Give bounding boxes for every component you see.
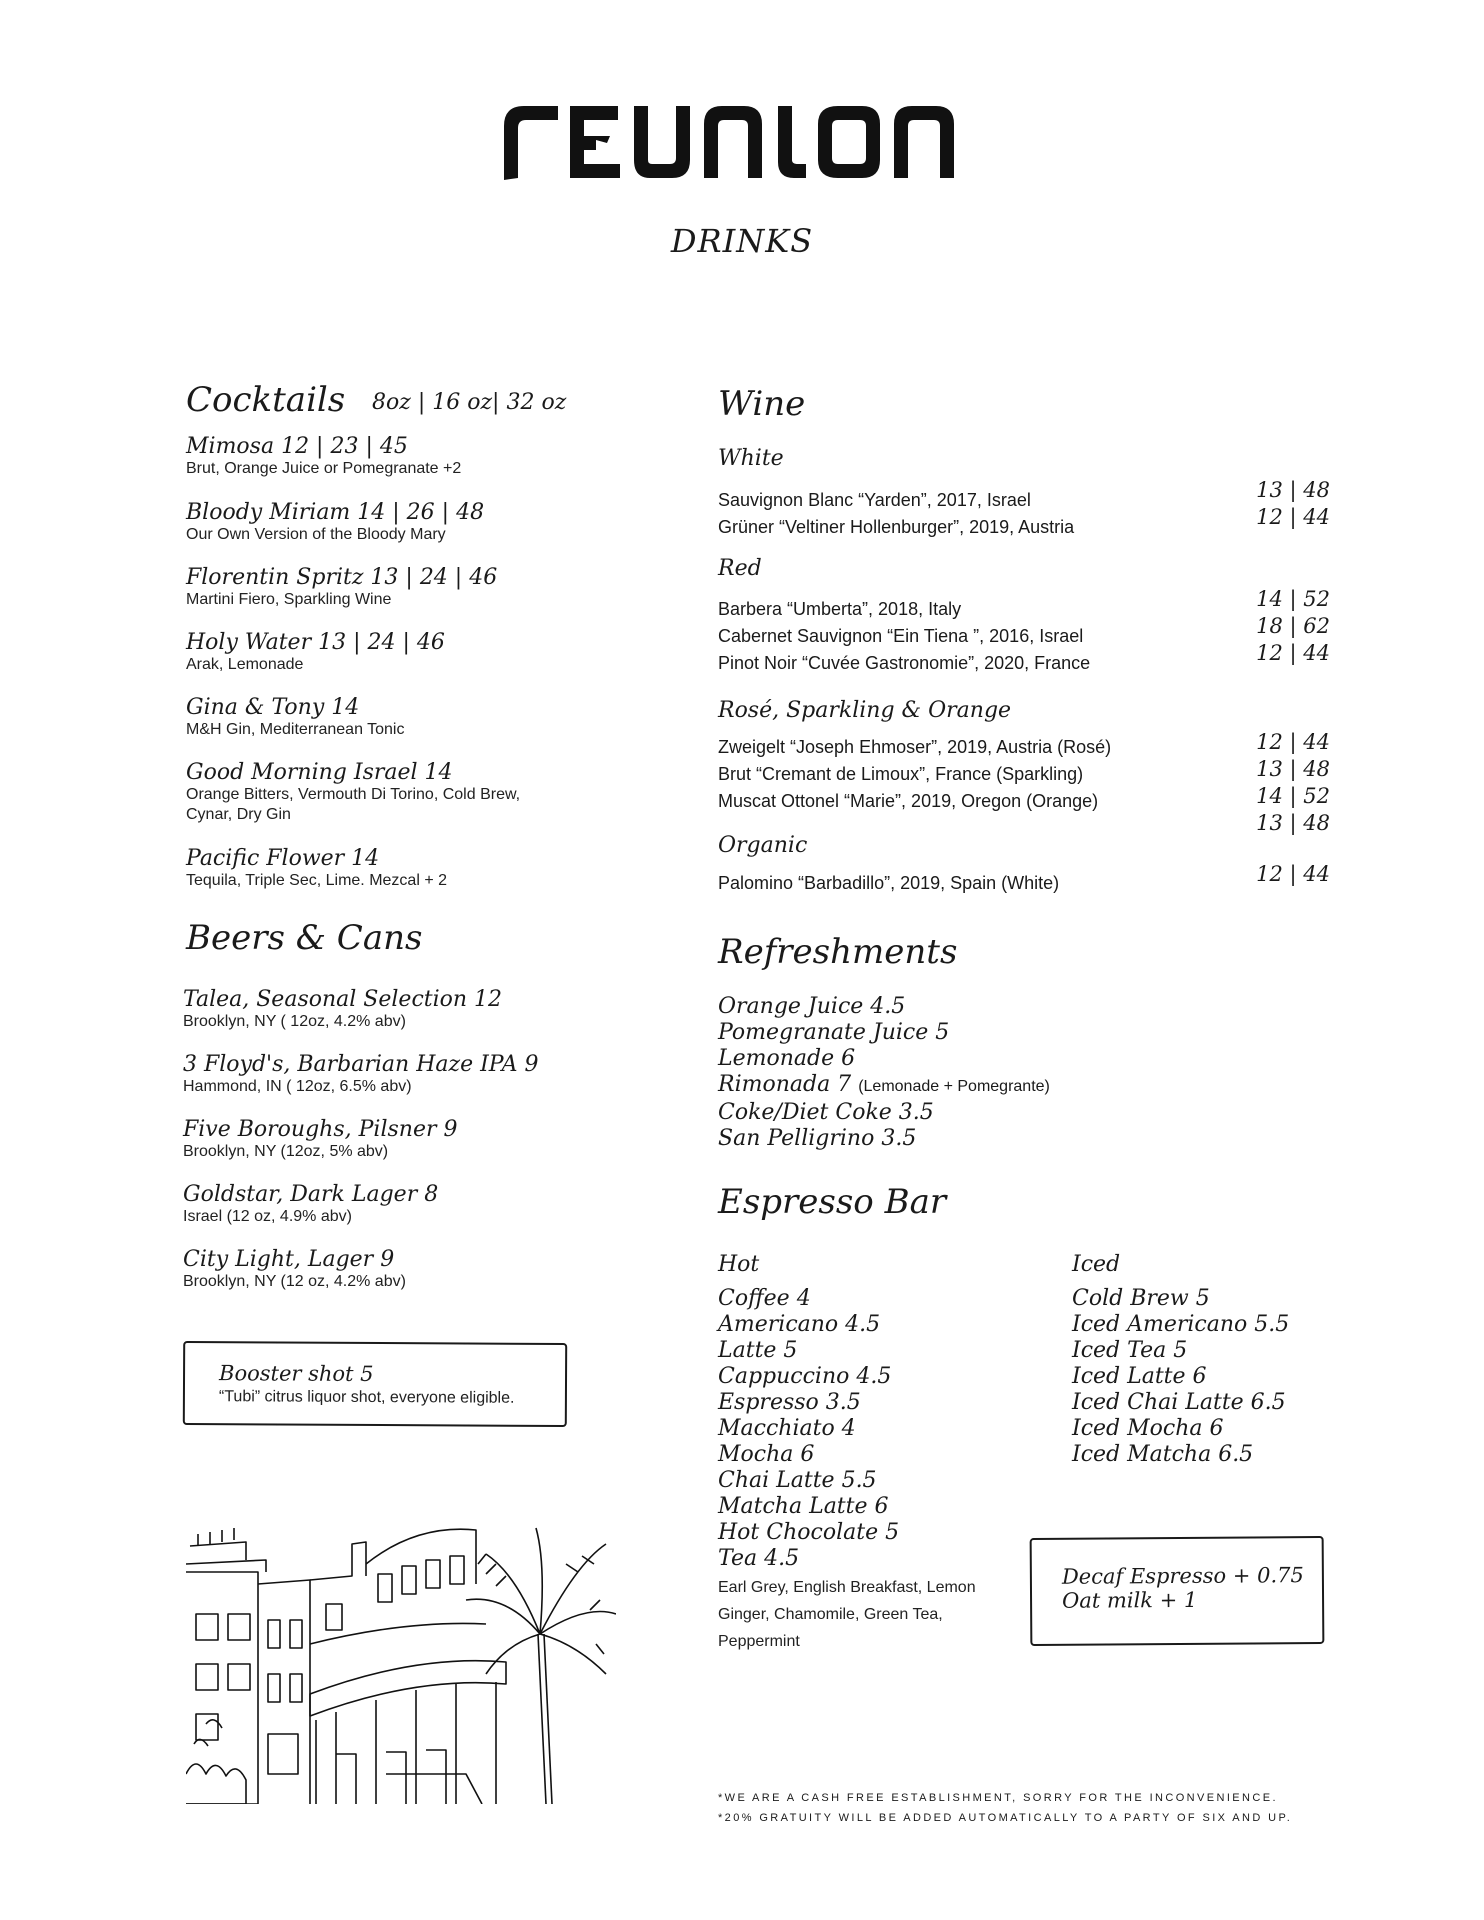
cocktail-item [186,760,606,825]
beer-desc: Brooklyn, NY (12 oz, 4.2% abv) [183,1273,406,1290]
cocktail-desc-line2: Cynar, Dry Gin [186,806,291,823]
cocktail-name: Gina & Tony 14 [186,695,360,720]
beer-desc: Brooklyn, NY ( 12oz, 4.2% abv) [183,1013,406,1030]
cocktails-heading: Cocktails [186,380,346,420]
espresso-hot-item: Latte 5 [718,1338,798,1363]
cocktail-name: Good Morning Israel 14 [186,760,453,785]
beer-item [183,1247,603,1292]
wine-white-item: Grüner “Veltiner Hollenburger”, 2019, Austria [718,517,1075,537]
cocktail-desc: Brut, Orange Juice or Pomegranate +2 [186,460,462,477]
espresso-extras-box [1030,1536,1325,1646]
espresso-hot-item: Coffee 4 [718,1286,811,1311]
espresso-extra-item: Oat milk + 1 [1061,1587,1198,1613]
cocktail-desc: Arak, Lemonade [186,656,304,673]
refreshment-name: Rimonada 7 [718,1072,852,1097]
espresso-extra-item: Decaf Espresso + 0.75 [1061,1563,1304,1589]
espresso-hot-item: Mocha 6 [718,1442,815,1467]
wine-rose-extra-price: 13 | 48 [1256,811,1330,835]
beer-name: Goldstar, Dark Lager 8 [183,1182,439,1207]
beer-desc: Hammond, IN ( 12oz, 6.5% abv) [183,1078,412,1095]
wine-heading: Wine [718,384,806,424]
wine-red-price: 18 | 62 [1256,614,1330,638]
espresso-iced-item: Iced Mocha 6 [1072,1416,1224,1441]
booster-name: Booster shot 5 [218,1361,374,1386]
espresso-hot-item: Hot Chocolate 5 [718,1520,900,1545]
wine-rose-item: Zweigelt “Joseph Ehmoser”, 2019, Austria (Rosé) [718,737,1112,757]
espresso-iced-item: Iced Americano 5.5 [1072,1312,1290,1337]
refreshment-item: Coke/Diet Coke 3.5 [718,1100,934,1125]
espresso-iced-item: Iced Matcha 6.5 [1072,1442,1254,1467]
refreshments-heading: Refreshments [718,932,958,972]
cocktail-item [186,565,606,610]
refreshment-item: San Pelligrino 3.5 [718,1126,917,1151]
wine-rose-item: Muscat Ottonel “Marie”, 2019, Oregon (Orange) [718,791,1099,811]
tea-desc-line: Peppermint [718,1633,800,1650]
booster-desc: “Tubi” citrus liquor shot, everyone eligible. [218,1388,515,1407]
espresso-iced-item: Iced Chai Latte 6.5 [1072,1390,1286,1415]
wine-white-price: 12 | 44 [1256,505,1330,529]
espresso-iced-item: Iced Tea 5 [1072,1338,1188,1363]
cocktail-desc: Our Own Version of the Bloody Mary [186,526,446,543]
cocktail-desc: M&H Gin, Mediterranean Tonic [186,721,405,738]
wine-white-price: 13 | 48 [1256,478,1330,502]
wine-rose-price: 14 | 52 [1256,784,1330,808]
espresso-iced-item: Cold Brew 5 [1072,1286,1210,1311]
cocktail-name: Florentin Spritz 13 | 24 | 46 [186,565,498,590]
reunion-logo [500,98,980,188]
beers-heading: Beers & Cans [186,918,423,958]
beer-item [183,1182,603,1227]
cocktail-desc: Tequila, Triple Sec, Lime. Mezcal + 2 [186,872,448,889]
tea-desc-line: Earl Grey, English Breakfast, Lemon [718,1579,976,1596]
beer-item [183,1117,603,1162]
cocktail-item [186,695,606,740]
beer-name: Talea, Seasonal Selection 12 [183,987,503,1012]
beer-item [183,987,603,1032]
booster-shot-box [183,1341,567,1427]
cocktail-item [186,500,606,545]
espresso-hot-item: Chai Latte 5.5 [718,1468,877,1493]
espresso-hot-item: Cappuccino 4.5 [718,1364,892,1389]
wine-white-label: White [718,446,784,471]
wine-red-item: Barbera “Umberta”, 2018, Italy [718,599,962,619]
espresso-hot-list [718,1286,976,1655]
footnote-gratuity: *20% GRATUITY WILL BE ADDED AUTOMATICALLY TO A PARTY OF SIX AND UP. [718,1812,1293,1824]
refreshment-item-rimonada [718,1072,1050,1100]
wine-white-item: Sauvignon Blanc “Yarden”, 2017, Israel [718,490,1031,510]
wine-organic-price: 12 | 44 [1256,862,1330,886]
cocktail-name: Bloody Miriam 14 | 26 | 48 [186,500,485,525]
espresso-heading: Espresso Bar [718,1182,947,1222]
wine-rose-price: 12 | 44 [1256,730,1330,754]
cocktail-item [186,846,606,891]
espresso-iced-list [1072,1286,1289,1468]
espresso-iced-label: Iced [1072,1252,1121,1277]
refreshment-item: Orange Juice 4.5 [718,994,906,1019]
espresso-hot-item: Americano 4.5 [718,1312,881,1337]
espresso-hot-item: Tea 4.5 [718,1546,800,1571]
refreshments-list [718,994,1050,1152]
wine-red-item: Cabernet Sauvignon “Ein Tiena ”, 2016, Israel [718,626,1084,646]
cocktail-item [186,434,606,479]
wine-organic-item: Palomino “Barbadillo”, 2019, Spain (White) [718,873,1060,893]
espresso-hot-item: Espresso 3.5 [718,1390,861,1415]
cocktail-desc: Martini Fiero, Sparkling Wine [186,591,392,608]
tea-desc-line: Ginger, Chamomile, Green Tea, [718,1606,943,1623]
beer-name: Five Boroughs, Pilsner 9 [183,1117,458,1142]
espresso-hot-item: Macchiato 4 [718,1416,856,1441]
beer-desc: Brooklyn, NY (12oz, 5% abv) [183,1143,389,1160]
footnote-cash-free: *WE ARE A CASH FREE ESTABLISHMENT, SORRY FOR THE INCONVENIENCE. [718,1792,1278,1804]
wine-red-item: Pinot Noir “Cuvée Gastronomie”, 2020, France [718,653,1091,673]
rimonada-note: (Lemonade + Pomegrante) [858,1078,1050,1095]
wine-red-price: 14 | 52 [1256,587,1330,611]
espresso-iced-item: Iced Latte 6 [1072,1364,1207,1389]
cocktail-sizes: 8oz | 16 oz| 32 oz [372,390,567,415]
tea-desc [718,1574,976,1655]
menu-subtitle: DRINKS [670,222,814,260]
beer-name: City Light, Lager 9 [183,1247,395,1272]
wine-rose-price: 13 | 48 [1256,757,1330,781]
beer-name: 3 Floyd's, Barbarian Haze IPA 9 [183,1052,539,1077]
building-sketch-illustration [186,1524,616,1804]
beer-desc: Israel (12 oz, 4.9% abv) [183,1208,352,1225]
cocktail-desc: Orange Bitters, Vermouth Di Torino, Cold Brew, [186,786,521,803]
cocktail-name: Holy Water 13 | 24 | 46 [186,630,445,655]
espresso-hot-label: Hot [718,1252,760,1277]
wine-red-price: 12 | 44 [1256,641,1330,665]
cocktail-item [186,630,606,675]
cocktail-name: Mimosa 12 | 23 | 45 [186,434,408,459]
refreshment-item: Pomegranate Juice 5 [718,1020,950,1045]
wine-red-label: Red [718,556,762,581]
espresso-hot-item: Matcha Latte 6 [718,1494,889,1519]
wine-rose-label: Rosé, Sparkling & Orange [718,698,1012,723]
wine-organic-label: Organic [718,833,808,858]
refreshment-item: Lemonade 6 [718,1046,856,1071]
beer-item [183,1052,603,1097]
cocktail-name: Pacific Flower 14 [186,846,380,871]
wine-rose-item: Brut “Cremant de Limoux”, France (Sparkling) [718,764,1084,784]
